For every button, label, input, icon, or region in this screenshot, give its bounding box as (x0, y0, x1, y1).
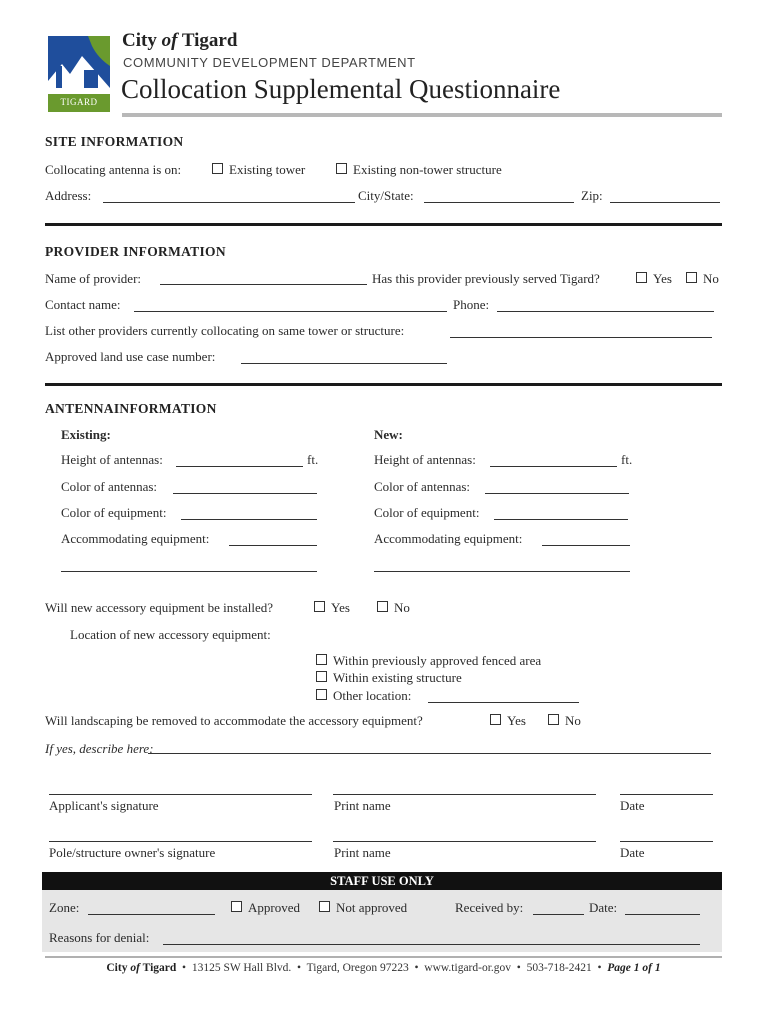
department-name: COMMUNITY DEVELOPMENT DEPARTMENT (123, 55, 416, 70)
applicant-signature-field[interactable] (49, 794, 312, 795)
served-no[interactable]: No (686, 271, 719, 287)
footer-address: 13125 SW Hall Blvd. (191, 962, 292, 974)
phone-label: Phone: (453, 297, 490, 312)
section-rule (45, 223, 722, 226)
existing-color-ant-field[interactable] (173, 493, 317, 494)
footer-rule (45, 956, 722, 958)
staff-use-bar: STAFF USE ONLY (42, 872, 722, 890)
loc-opt-fenced[interactable]: Within previously approved fenced area (316, 653, 541, 669)
zone-label: Zone: (49, 900, 80, 915)
case-label: Approved land use case number: (45, 349, 216, 364)
existing-height-label: Height of antennas: (61, 452, 163, 467)
accessory-yes[interactable]: Yes (314, 600, 350, 616)
owner-date-label: Date (620, 845, 645, 860)
existing-heading: Existing: (61, 427, 111, 442)
checkbox[interactable] (314, 601, 325, 612)
existing-accom-field[interactable] (229, 545, 317, 546)
city-name: City of Tigard (122, 30, 238, 51)
owner-print-label: Print name (334, 845, 391, 860)
owner-signature-field[interactable] (49, 841, 312, 842)
applicant-print-field[interactable] (333, 794, 596, 795)
checkbox[interactable] (212, 163, 223, 174)
footer-city: Tigard, Oregon 97223 (306, 962, 409, 974)
existing-ft: ft. (307, 452, 319, 467)
new-accom-field[interactable] (542, 545, 630, 546)
collocating-label: Collocating antenna is on: (45, 162, 182, 177)
footer: City of Tigard • 13125 SW Hall Blvd. • Tigard, Oregon 97223 • www.tigard-or.gov • 503-718-2421 • Page 1 of 1 (106, 962, 661, 974)
opt-existing-nontower[interactable]: Existing non-tower structure (336, 162, 502, 178)
new-accom-label: Accommodating equipment: (374, 531, 523, 546)
footer-phone: 503-718-2421 (526, 962, 592, 974)
section-heading-antenna: ANTENNAINFORMATION (45, 401, 217, 416)
location-label: Location of new accessory equipment: (70, 627, 271, 642)
contact-field[interactable] (134, 311, 447, 312)
header-rule (122, 113, 722, 117)
section-heading-site: SITE INFORMATION (45, 134, 184, 149)
loc-opt-structure[interactable]: Within existing structure (316, 670, 462, 686)
city-logo (48, 36, 110, 112)
page-title: Collocation Supplemental Questionnaire (121, 74, 561, 104)
owner-print-field[interactable] (333, 841, 596, 842)
new-ft: ft. (621, 452, 633, 467)
zip-field[interactable] (610, 202, 720, 203)
checkbox[interactable] (316, 689, 327, 700)
received-field[interactable] (533, 914, 584, 915)
accessory-question: Will new accessory equipment be installed? (45, 600, 273, 615)
new-color-eq-field[interactable] (494, 519, 628, 520)
checkbox[interactable] (336, 163, 347, 174)
footer-web[interactable]: www.tigard-or.gov (424, 962, 512, 974)
citystate-field[interactable] (424, 202, 574, 203)
accessory-no[interactable]: No (377, 600, 410, 616)
opt-existing-tower[interactable]: Existing tower (212, 162, 305, 178)
describe-label: If yes, describe here: (45, 741, 154, 756)
section-heading-provider: PROVIDER INFORMATION (45, 244, 226, 259)
owner-signature-label: Pole/structure owner's signature (49, 845, 216, 860)
new-heading: New: (374, 427, 403, 442)
checkbox[interactable] (316, 654, 327, 665)
existing-color-ant-label: Color of antennas: (61, 479, 158, 494)
zip-label: Zip: (581, 188, 603, 203)
staff-not-approved[interactable]: Not approved (319, 900, 407, 916)
phone-field[interactable] (497, 311, 714, 312)
new-color-eq-label: Color of equipment: (374, 505, 480, 520)
new-color-ant-label: Color of antennas: (374, 479, 471, 494)
checkbox[interactable] (319, 901, 330, 912)
checkbox[interactable] (231, 901, 242, 912)
existing-color-eq-field[interactable] (181, 519, 317, 520)
existing-accom-label: Accommodating equipment: (61, 531, 210, 546)
footer-page: Page 1 of 1 (607, 962, 661, 974)
existing-color-eq-label: Color of equipment: (61, 505, 167, 520)
others-label: List other providers currently collocating on same tower or structure: (45, 323, 405, 338)
checkbox[interactable] (548, 714, 559, 725)
provider-name-field[interactable] (160, 284, 367, 285)
applicant-date-field[interactable] (620, 794, 713, 795)
address-label: Address: (45, 188, 92, 203)
zone-field[interactable] (88, 914, 215, 915)
staff-approved[interactable]: Approved (231, 900, 300, 916)
landscape-question: Will landscaping be removed to accommodate the accessory equipment? (45, 713, 423, 728)
new-height-label: Height of antennas: (374, 452, 476, 467)
other-location-field[interactable] (428, 702, 579, 703)
applicant-signature-label: Applicant's signature (49, 798, 159, 813)
others-field[interactable] (450, 337, 712, 338)
loc-opt-other[interactable]: Other location: (316, 688, 411, 704)
existing-height-field[interactable] (176, 466, 303, 467)
logo-text: TIGARD (60, 97, 98, 107)
staff-date-label: Date: (589, 900, 618, 915)
served-label: Has this provider previously served Tigard? (372, 271, 600, 286)
landscape-yes[interactable]: Yes (490, 713, 526, 729)
new-height-field[interactable] (490, 466, 617, 467)
provider-name-label: Name of provider: (45, 271, 142, 286)
citystate-label: City/State: (358, 188, 414, 203)
applicant-print-label: Print name (334, 798, 391, 813)
checkbox[interactable] (377, 601, 388, 612)
address-field[interactable] (103, 202, 355, 203)
existing-accom-field-2[interactable] (61, 571, 317, 572)
owner-date-field[interactable] (620, 841, 713, 842)
section-rule (45, 383, 722, 386)
checkbox[interactable] (316, 671, 327, 682)
new-color-ant-field[interactable] (485, 493, 629, 494)
landscape-no[interactable]: No (548, 713, 581, 729)
checkbox[interactable] (686, 272, 697, 283)
checkbox[interactable] (636, 272, 647, 283)
staff-date-field[interactable] (625, 914, 700, 915)
case-field[interactable] (241, 363, 447, 364)
new-accom-field-2[interactable] (374, 571, 630, 572)
checkbox[interactable] (490, 714, 501, 725)
served-yes[interactable]: Yes (636, 271, 672, 287)
applicant-date-label: Date (620, 798, 645, 813)
reasons-label: Reasons for denial: (49, 930, 150, 945)
describe-field[interactable] (148, 753, 711, 754)
reasons-field[interactable] (163, 944, 700, 945)
received-label: Received by: (455, 900, 524, 915)
contact-label: Contact name: (45, 297, 121, 312)
